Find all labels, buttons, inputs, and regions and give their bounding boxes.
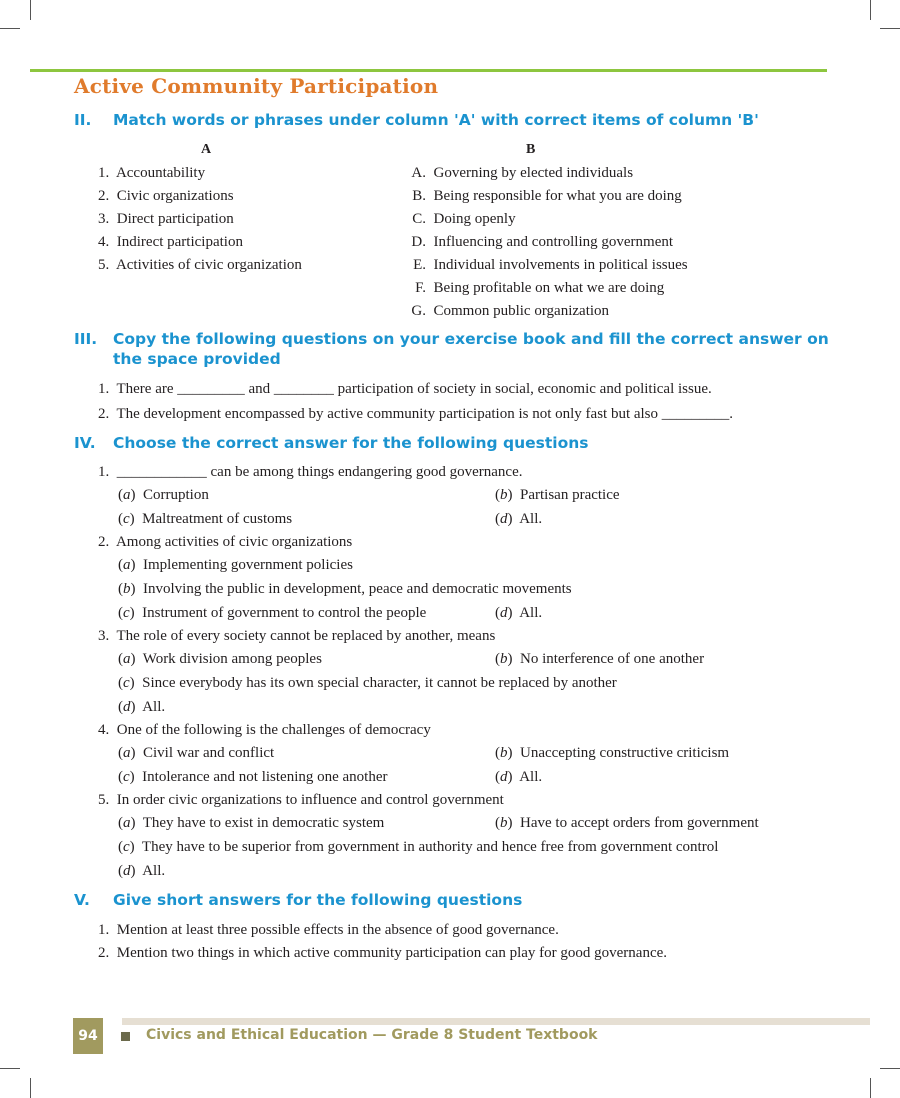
top-rule xyxy=(30,69,827,72)
section-heading-text: Choose the correct answer for the following questions xyxy=(113,434,589,452)
crop-mark xyxy=(870,0,871,20)
fill-blank-question: 1. There are _________ and ________ participation of society in social, economic and political issue. xyxy=(98,381,712,397)
mcq-option: (d) All. xyxy=(495,511,543,527)
section-heading-text: Give short answers for the following questions xyxy=(113,891,523,909)
crop-mark xyxy=(880,28,900,29)
mcq-option: (a) Civil war and conflict xyxy=(118,745,275,761)
mcq-option: (b) No interference of one another xyxy=(495,651,705,667)
mcq-option: (c) Maltreatment of customs xyxy=(118,511,293,527)
column-b-item: C. Doing openly xyxy=(412,211,516,227)
mcq-question: 3. The role of every society cannot be replaced by another, means xyxy=(98,628,496,644)
mcq-option: (b) Partisan practice xyxy=(495,487,620,503)
mcq-option: (d) All. xyxy=(495,605,543,621)
mcq-option: (d) All. xyxy=(118,699,166,715)
column-b-item: E. Individual involvements in political issues xyxy=(413,257,688,273)
section-iii-heading xyxy=(74,329,829,369)
short-answer-question: 1. Mention at least three possible effects in the absence of good governance. xyxy=(98,922,559,938)
mcq-option: (b) Unaccepting constructive criticism xyxy=(495,745,730,761)
column-b-item: F. Being profitable on what we are doing xyxy=(415,280,665,296)
crop-mark xyxy=(0,1068,20,1069)
mcq-option: (c) Intolerance and not listening one another xyxy=(118,769,388,785)
section-number: II. xyxy=(74,111,92,129)
crop-mark xyxy=(30,1078,31,1098)
column-b-item: A. Governing by elected individuals xyxy=(411,165,634,181)
column-a-item: 4. Indirect participation xyxy=(98,234,243,250)
section-v-heading xyxy=(74,890,829,910)
short-answer-question: 2. Mention two things in which active community participation can play for good governance. xyxy=(98,945,668,961)
column-a-item: 3. Direct participation xyxy=(98,211,234,227)
mcq-option: (a) They have to exist in democratic system xyxy=(118,815,385,831)
section-iv-heading xyxy=(74,433,829,453)
column-a-item: 2. Civic organizations xyxy=(98,188,234,204)
column-a-heading: A xyxy=(201,142,212,157)
crop-mark xyxy=(0,28,20,29)
crop-mark xyxy=(880,1068,900,1069)
mcq-option: (b) Involving the public in development, peace and democratic movements xyxy=(118,581,572,597)
column-a-item: 1. Accountability xyxy=(98,165,206,181)
section-number: V. xyxy=(74,891,90,909)
mcq-option: (a) Implementing government policies xyxy=(118,557,353,573)
page-number: 94 xyxy=(73,1018,103,1054)
mcq-option: (c) Since everybody has its own special character, it cannot be replaced by another xyxy=(118,675,617,691)
mcq-option: (c) Instrument of government to control the people xyxy=(118,605,427,621)
crop-mark xyxy=(870,1078,871,1098)
column-b-item: B. Being responsible for what you are doing xyxy=(412,188,682,204)
crop-mark xyxy=(30,0,31,20)
mcq-option: (b) Have to accept orders from government xyxy=(495,815,759,831)
chapter-title: Active Community Participation xyxy=(74,74,439,98)
footer-rule xyxy=(122,1018,870,1025)
column-b-item: D. Influencing and controlling government xyxy=(411,234,674,250)
column-b-item: G. Common public organization xyxy=(411,303,610,319)
mcq-question: 4. One of the following is the challenges of democracy xyxy=(98,722,431,738)
mcq-option: (a) Corruption xyxy=(118,487,209,503)
section-number: IV. xyxy=(74,434,96,452)
mcq-option: (d) All. xyxy=(495,769,543,785)
section-ii-heading xyxy=(74,110,829,130)
mcq-option: (a) Work division among peoples xyxy=(118,651,322,667)
mcq-question: 5. In order civic organizations to influence and control government xyxy=(98,792,504,808)
mcq-option: (c) They have to be superior from government in authority and hence free from government control xyxy=(118,839,719,855)
mcq-question: 2. Among activities of civic organizations xyxy=(98,534,353,550)
fill-blank-question: 2. The development encompassed by active community participation is not only fast but also _________. xyxy=(98,406,734,422)
footer-book-title: Civics and Ethical Education — Grade 8 Student Textbook xyxy=(146,1027,598,1043)
section-heading-text: Match words or phrases under column 'A' with correct items of column 'B' xyxy=(113,111,759,129)
section-heading-text: Copy the following questions on your exercise book and fill the correct answer on the space provided xyxy=(113,330,829,368)
column-a-item: 5. Activities of civic organization xyxy=(98,257,302,273)
mcq-option: (d) All. xyxy=(118,863,166,879)
mcq-question: 1. ____________ can be among things endangering good governance. xyxy=(98,464,523,480)
section-number: III. xyxy=(74,330,98,348)
footer-bullet-icon xyxy=(121,1032,130,1041)
column-b-heading: B xyxy=(526,142,536,157)
